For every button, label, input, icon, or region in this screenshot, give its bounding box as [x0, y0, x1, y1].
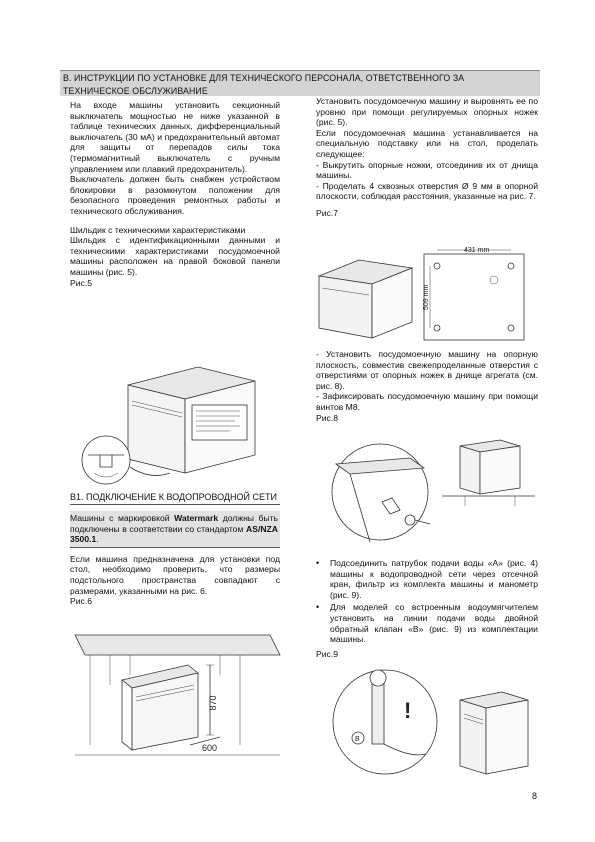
- paragraph-fix: - Зафиксировать посудомоечную машину при помощи винтов М8.: [316, 391, 538, 412]
- right-column-bottom: [316, 558, 538, 659]
- note-text: Машины с маркировкой: [70, 513, 175, 523]
- paragraph-undercounter: Если машина предназначена для установки под стол, необходимо проверить, что размеры подстольного пространства совпадают с размерами, указанными на рис. 6.: [70, 553, 280, 596]
- right-column-middle: [316, 349, 538, 423]
- paragraph-plate-heading: Шильдик с техническими характеристиками: [70, 224, 246, 235]
- figure-7-hole-layout: [314, 240, 534, 345]
- figure-5-label: Рис.5: [70, 277, 92, 288]
- note-text: .: [96, 534, 99, 545]
- bullet-water-inlet-text: Подсоединить патрубок подачи воды «A» (рис. 4) машины к водопроводной сети через отсечной кран, фильтр из комплекта машины и манометр (рис. 9).: [330, 558, 538, 600]
- paragraph-unscrew: - Выкрутить опорные ножки, отсоединив их от днища машины.: [316, 159, 538, 181]
- paragraph-lock: Выключатель должен быть снабжен устройством блокировки в разомкнутом положении для безопасного проведения ремонтных работы и технического обслуживания.: [70, 174, 280, 216]
- figure-8-label: Рис.8: [316, 412, 338, 423]
- section-header: [60, 70, 540, 96]
- paragraph-holes: - Проделать 4 сквозных отверстия Ø 9 мм в опорной плоскости, соблюдая расстояния, указанные на рис. 7.: [316, 180, 538, 202]
- figure-8-fixing-screws: [330, 432, 540, 552]
- paragraph-stand: Если посудомоечная машина устанавливается на специальную подставку или на стол, проделать следующее:: [316, 127, 538, 159]
- paragraph-place: - Установить посудомоечную машину на опорную плоскость, совместив свежепроделанные отверстия с отверстиями от опорных ножек в днище агрегата (см. рис. 8).: [316, 349, 538, 391]
- figure-9-label: Рис.9: [316, 648, 338, 659]
- right-column-top: [316, 96, 538, 219]
- figure-7-label: Рис.7: [316, 207, 338, 218]
- bullet-water-inlet: [316, 558, 538, 600]
- figure-7-height-dimension: 509 mm: [423, 284, 430, 310]
- note-text: должны быть подключены в соответствии со стандартом: [70, 513, 279, 534]
- figure-6-width-dimension: 600: [202, 743, 218, 753]
- bullet-icon: •: [316, 558, 320, 568]
- figure-9-valve-label: B: [355, 736, 360, 743]
- water-connection-title: B1. ПОДКЛЮЧЕНИЕ К ВОДОПРОВОДНОЙ СЕТИ: [70, 492, 280, 505]
- bullet-check-valve: [316, 602, 538, 644]
- figure-6-label: Рис.6: [70, 596, 92, 607]
- paragraph-level: Установить посудомоечную машину и выровнять ее по уровню при помощи регулируемых опорных ножек (рис. 5).: [316, 96, 538, 128]
- bullet-check-valve-text: Для моделей со встроенным водоумягчителем установить на линии подачи воды двойной обратный клапан «B» (рис. 9) из комплектации машины.: [330, 602, 538, 645]
- left-column-bottom: [70, 492, 280, 607]
- paragraph-switch: На входе машины установить секционный выключатель мощностью не ниже указанной в таблице технических данных, дифференциальный выключатель (30 мА) и предохранительный автомат для защиты от перепадов силы тока (термомагнитный выключатель с ручным управлением или плавкий предохранитель).: [70, 100, 280, 174]
- figure-9-water-connection: [330, 662, 540, 787]
- figure-6-height-dimension: 870: [208, 695, 218, 711]
- figure-6-undercounter-dimensions: [70, 625, 285, 765]
- watermark-note: [70, 511, 280, 548]
- bullet-icon: •: [316, 602, 320, 613]
- paragraph-plate: Шильдик с идентификационными данными и техническими характеристиками посудомоечной машины расположен на правой боковой панели машины (рис. 5).: [70, 235, 280, 277]
- warning-icon: !: [404, 698, 412, 723]
- section-title-line1: B. ИНСТРУКЦИИ ПО УСТАНОВКЕ ДЛЯ ТЕХНИЧЕСКОГО ПЕРСОНАЛА, ОТВЕТСТВЕННОГО ЗА: [63, 73, 465, 83]
- left-column-top: [70, 100, 280, 288]
- page-number: 8: [532, 791, 538, 801]
- section-title-line2: ТЕХНИЧЕСКОЕ ОБСЛУЖИВАНИЕ: [63, 86, 208, 96]
- figure-5-dishwasher-nameplate: [80, 355, 290, 485]
- note-standard: AS/NZA 3500.1: [70, 523, 278, 545]
- figure-7-width-dimension: 431 mm: [464, 247, 490, 254]
- note-watermark: Watermark: [174, 513, 219, 523]
